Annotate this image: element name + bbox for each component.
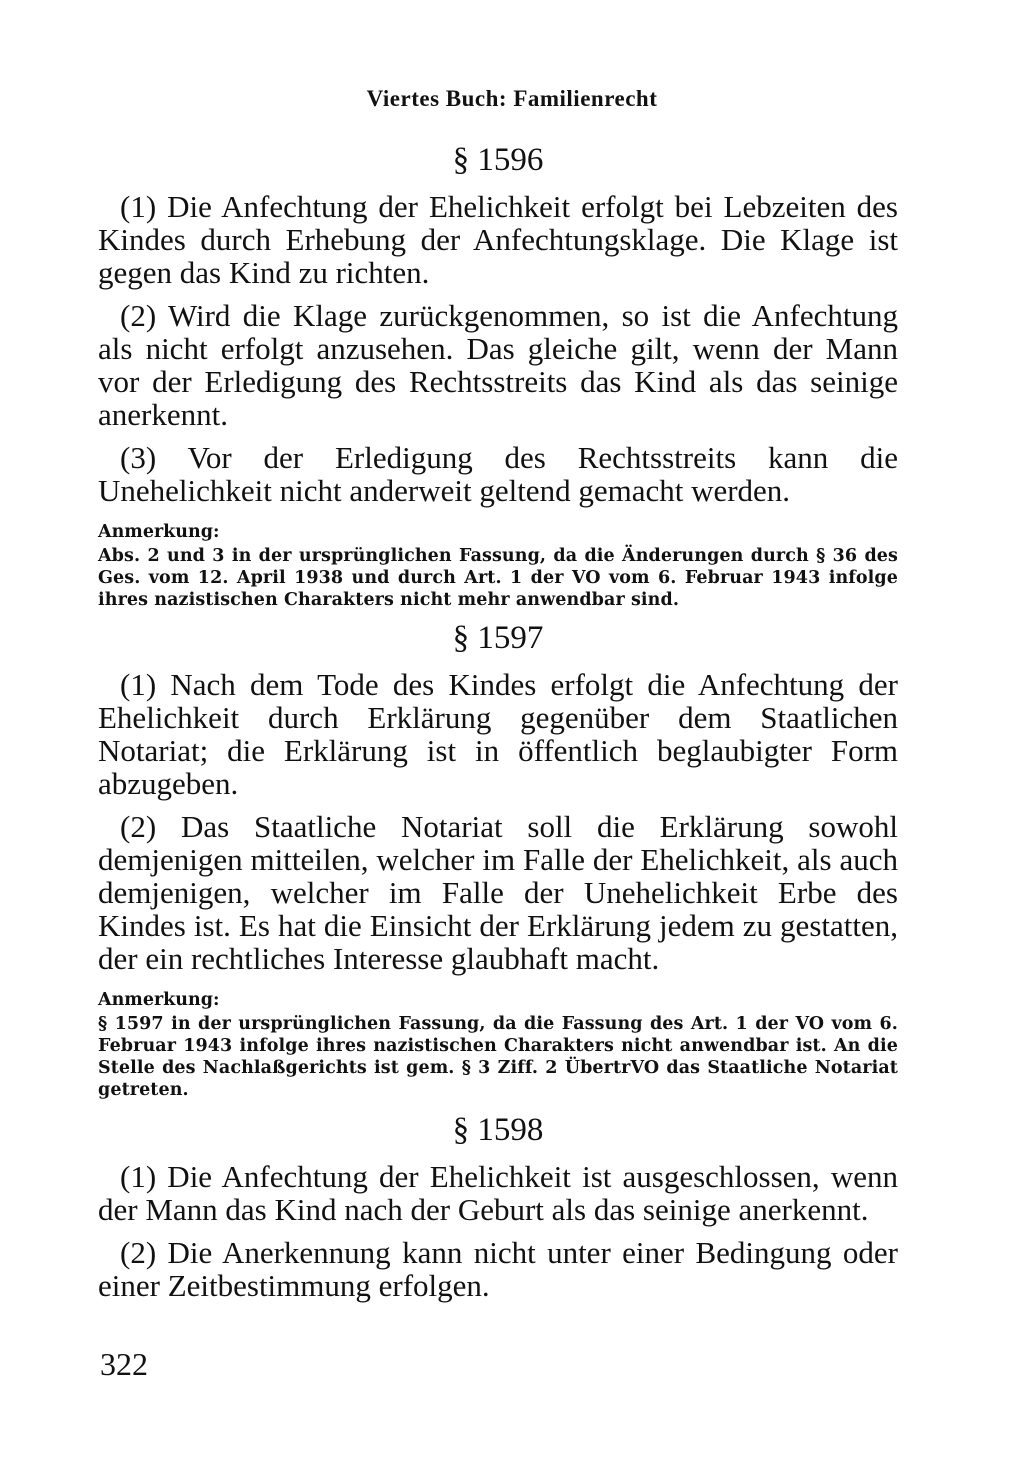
paragraph: (1) Nach dem Tode des Kindes erfolgt die Anfechtung der Ehelichkeit durch Erklärung gegenüber dem Staatlichen Notariat; die Erklärung ist in öffentlich beglaubigter Form abzugeben. <box>98 667 898 801</box>
page-number: 322 <box>100 1346 148 1382</box>
paragraph: (2) Die Anerkennung kann nicht unter einer Bedingung oder einer Zeitbestimmung erfolgen. <box>98 1235 898 1303</box>
paragraph: (1) Die Anfechtung der Ehelichkeit erfolgt bei Lebzeiten des Kindes durch Erhebung der Anfechtungsklage. Die Klage ist gegen das Kind zu richten. <box>98 189 898 290</box>
annotation <box>98 989 898 1101</box>
paragraph: (2) Wird die Klage zurückgenommen, so ist die Anfechtung als nicht erfolgt anzusehen. Das gleiche gilt, wenn der Mann vor der Erledigung des Rechtsstreits das Kind als das seinige anerkennt. <box>98 298 898 432</box>
section-1596 <box>98 140 898 611</box>
annotation-label: Anmerkung: <box>98 522 220 542</box>
annotation-text: Abs. 2 und 3 in der ursprünglichen Fassung, da die Änderungen durch § 36 des Ges. vom 12. April 1938 und durch Art. 1 der VO vom 6. Februar 1943 infolge ihres nazistischen Charakters nicht mehr anwendbar sind. <box>98 546 898 610</box>
section-title: § 1597 <box>452 620 544 656</box>
running-head: Viertes Buch: Familienrecht <box>366 86 658 111</box>
annotation-label: Anmerkung: <box>98 990 220 1010</box>
section-title: § 1598 <box>452 1112 544 1148</box>
section-title: § 1596 <box>452 142 544 178</box>
annotation <box>98 521 898 611</box>
section-1597 <box>98 618 898 1101</box>
annotation-text: § 1597 in der ursprünglichen Fassung, da die Fassung des Art. 1 der VO vom 6. Februar 1943 infolge ihres nazistischen Charakters nicht anwendbar ist. An die Stelle des Nachlaßgerichts ist gem. § 3 Ziff. 2 ÜbertrVO das Staatliche Notariat getreten. <box>98 1014 898 1100</box>
paragraph: (3) Vor der Erledigung des Rechtsstreits kann die Unehelichkeit nicht anderweit geltend gemacht werden. <box>98 440 898 508</box>
paragraph: (2) Das Staatliche Notariat soll die Erklärung sowohl demjenigen mitteilen, welcher im Falle der Ehelichkeit, als auch demjenigen, welcher im Falle der Unehelichkeit Erbe des Kindes ist. Es hat die Einsicht der Erklärung jedem zu gestatten, der ein rechtliches Interesse glaubhaft macht. <box>98 809 898 976</box>
paragraph: (1) Die Anfechtung der Ehelichkeit ist ausgeschlossen, wenn der Mann das Kind nach der Geburt als das seinige anerkennt. <box>98 1159 898 1227</box>
section-1598 <box>98 1110 898 1312</box>
